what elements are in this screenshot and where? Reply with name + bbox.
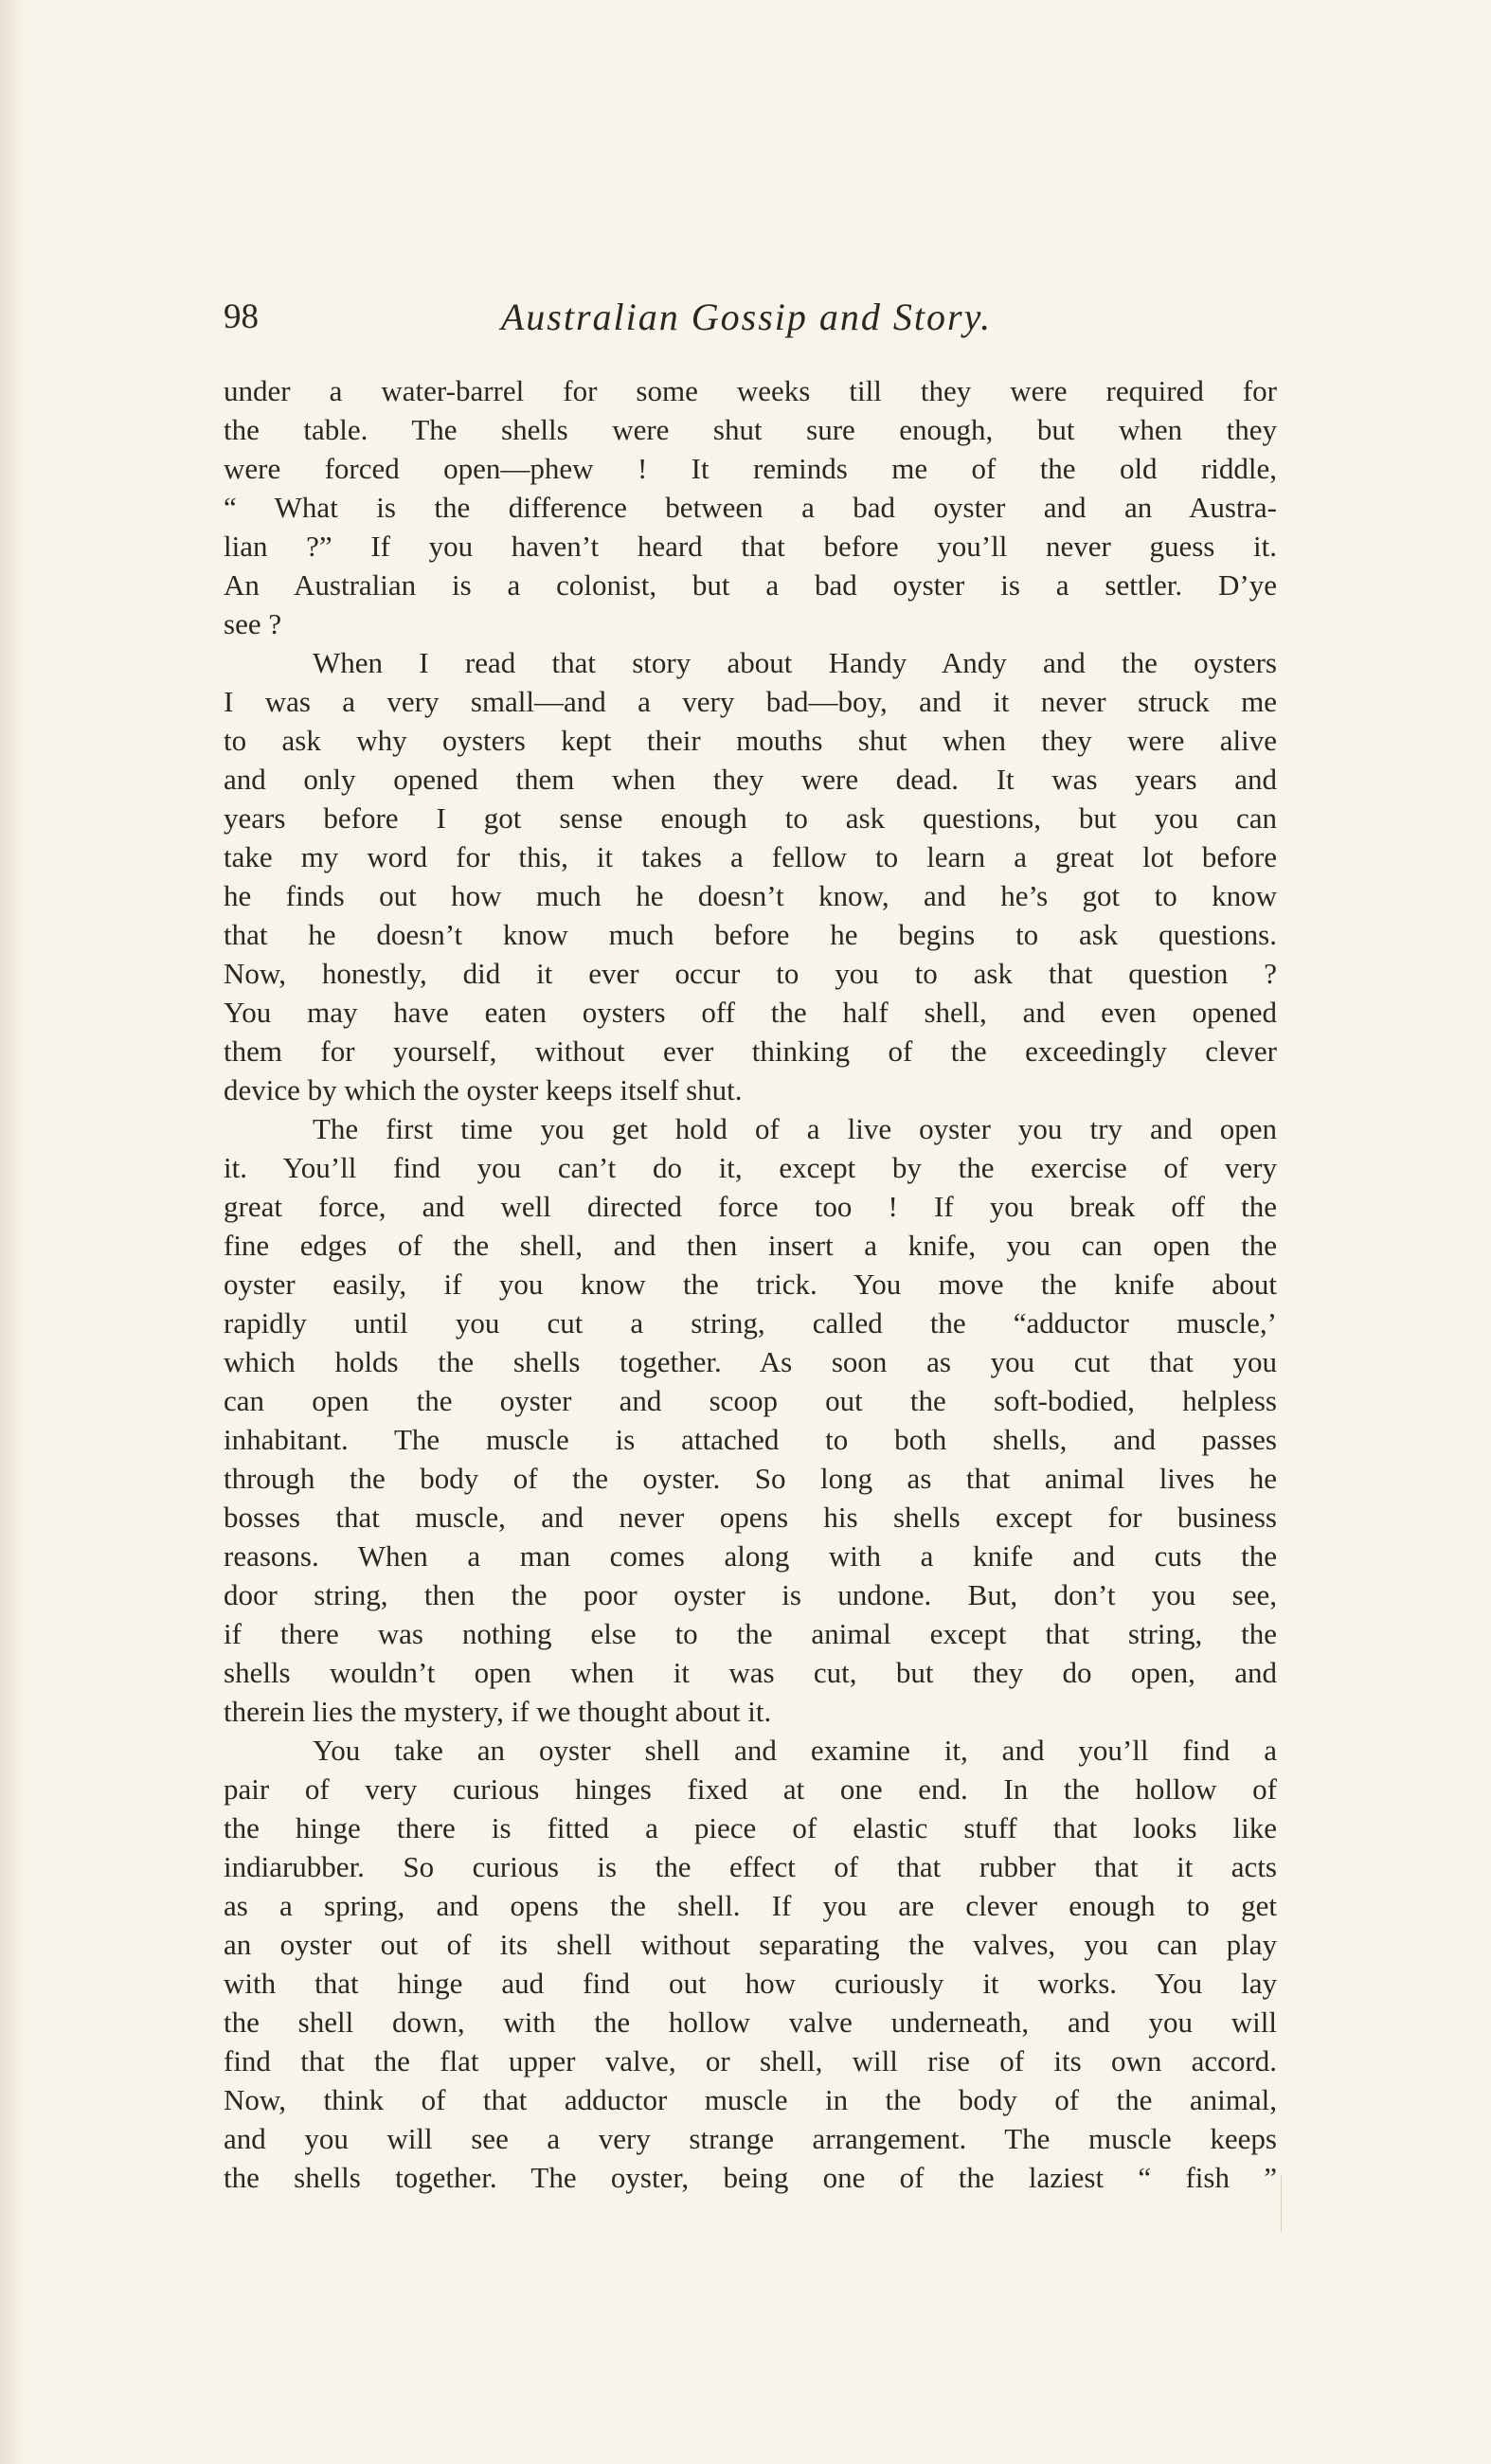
text-line: can open the oyster and scoop out the soft-bodied, helpless xyxy=(224,1384,1277,1417)
text-line: to ask why oysters kept their mouths shut when they were alive xyxy=(224,724,1277,757)
text-line: if there was nothing else to the animal except that string, the xyxy=(224,1617,1277,1650)
text-line: the table. The shells were shut sure enough, but when they xyxy=(224,413,1277,446)
text-line: I was a very small—and a very bad—boy, and it never struck me xyxy=(224,685,1277,718)
text-line: take my word for this, it takes a fellow to learn a great lot before xyxy=(224,840,1277,873)
text-line: Now, think of that adductor muscle in the body of the animal, xyxy=(224,2083,1277,2116)
page-gutter-shadow xyxy=(0,0,25,2464)
text-line: under a water-barrel for some weeks till they were required for xyxy=(224,374,1277,407)
text-line: them for yourself, without ever thinking of the exceedingly clever xyxy=(224,1034,1277,1068)
text-line: You take an oyster shell and examine it, and you’ll find a xyxy=(313,1734,1277,1767)
text-line: find that the flat upper valve, or shell, will rise of its own accord. xyxy=(224,2044,1277,2077)
text-line: device by which the oyster keeps itself shut. xyxy=(224,1073,743,1106)
text-line: and you will see a very strange arrangement. The muscle keeps xyxy=(224,2122,1277,2155)
text-line: as a spring, and opens the shell. If you are clever enough to get xyxy=(224,1889,1277,1922)
text-line: fine edges of the shell, and then insert a knife, you can open the xyxy=(224,1229,1277,1262)
text-line: reasons. When a man comes along with a knife and cuts the xyxy=(224,1539,1277,1573)
text-line: the shells together. The oyster, being one of the laziest “ fish ” xyxy=(224,2161,1277,2194)
text-line: lian ?” If you haven’t heard that before you’ll never guess it. xyxy=(224,530,1277,563)
text-line: indiarubber. So curious is the effect of that rubber that it acts xyxy=(224,1850,1277,1883)
text-line: with that hinge aud find out how curiously it works. You lay xyxy=(224,1967,1277,2000)
text-line: that he doesn’t know much before he begins to ask questions. xyxy=(224,918,1277,951)
text-line: oyster easily, if you know the trick. You move the knife about xyxy=(224,1268,1277,1301)
text-line: the hinge there is fitted a piece of elastic stuff that looks like xyxy=(224,1811,1277,1844)
text-line: an oyster out of its shell without separating the valves, you can play xyxy=(224,1928,1277,1961)
text-line: When I read that story about Handy Andy and the oysters xyxy=(313,646,1277,679)
text-line: it. You’ll find you can’t do it, except by the exercise of very xyxy=(224,1151,1277,1184)
text-line: pair of very curious hinges fixed at one end. In the hollow of xyxy=(224,1772,1277,1806)
text-line: Now, honestly, did it ever occur to you to ask that question ? xyxy=(224,957,1277,990)
page-number: 98 xyxy=(224,297,259,336)
text-line: An Australian is a colonist, but a bad oyster is a settler. D’ye xyxy=(224,568,1277,602)
text-line: inhabitant. The muscle is attached to both shells, and passes xyxy=(224,1423,1277,1456)
margin-mark xyxy=(1281,2175,1282,2232)
text-line: great force, and well directed force too ! If you break off the xyxy=(224,1190,1277,1223)
text-line: were forced open—phew ! It reminds me of the old riddle, xyxy=(224,452,1277,485)
text-line: rapidly until you cut a string, called the “adductor muscle,’ xyxy=(224,1306,1277,1340)
text-line: You may have eaten oysters off the half shell, and even opened xyxy=(224,996,1277,1029)
running-title: Australian Gossip and Story. xyxy=(500,296,993,338)
text-line: the shell down, with the hollow valve underneath, and you will xyxy=(224,2005,1277,2039)
text-line: The first time you get hold of a live oyster you try and open xyxy=(313,1112,1277,1145)
text-line: “ What is the difference between a bad oyster and an Austra- xyxy=(224,491,1277,524)
text-line: he finds out how much he doesn’t know, and he’s got to know xyxy=(224,879,1277,912)
text-line: years before I got sense enough to ask questions, but you can xyxy=(224,801,1277,835)
text-line: through the body of the oyster. So long as that animal lives he xyxy=(224,1462,1277,1495)
text-line: bosses that muscle, and never opens his shells except for business xyxy=(224,1501,1277,1534)
text-line: door string, then the poor oyster is undone. But, don’t you see, xyxy=(224,1578,1277,1611)
body-text xyxy=(224,371,1277,2197)
text-line: which holds the shells together. As soon as you cut that you xyxy=(224,1345,1277,1378)
text-line: and only opened them when they were dead. It was years and xyxy=(224,763,1277,796)
text-line: therein lies the mystery, if we thought about it. xyxy=(224,1695,772,1728)
text-line: see ? xyxy=(224,607,282,640)
text-line: shells wouldn’t open when it was cut, but they do open, and xyxy=(224,1656,1277,1689)
running-head xyxy=(224,289,1269,346)
